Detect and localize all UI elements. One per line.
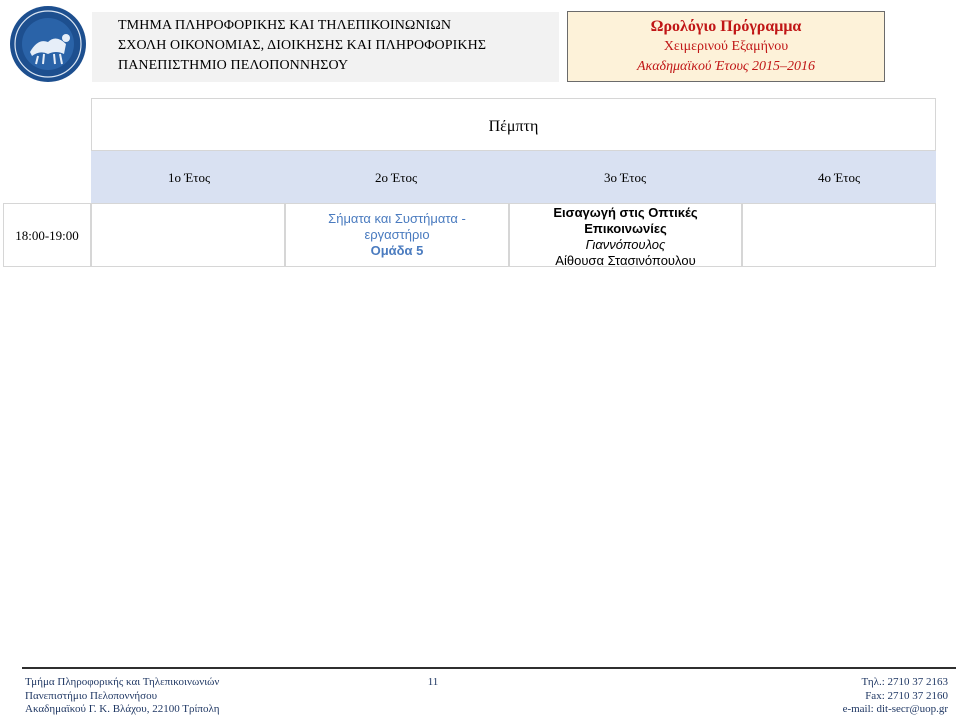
schedule-title: Ωρολόγιο Πρόγραμμα	[650, 18, 802, 35]
course-block	[510, 205, 741, 269]
lab-course-title-line-1: Σήματα και Συστήματα -	[328, 211, 466, 226]
footer-phone: Τηλ.: 2710 37 2163	[861, 676, 948, 688]
year-1-header: 1ο Έτος	[168, 170, 211, 185]
footer-street-address: Ακαδημαϊκού Γ. Κ. Βλάχου, 22100 Τρίπολη	[25, 703, 220, 715]
lab-course-block	[286, 211, 508, 259]
course-room: Αίθουσα Στασινόπουλου	[555, 253, 696, 268]
year-2-header: 2ο Έτος	[375, 170, 418, 185]
school-name: ΣΧΟΛΗ ΟΙΚΟΝΟΜΙΑΣ, ΔΙΟΙΚΗΣΗΣ ΚΑΙ ΠΛΗΡΟΦΟΡΙΚΗΣ	[118, 38, 487, 53]
university-seal-logo	[8, 4, 88, 84]
semester-label: Χειμερινού Εξαμήνου	[663, 39, 789, 54]
year-4-course-cell	[742, 203, 936, 267]
day-header	[91, 98, 936, 151]
course-instructor: Γιαννόπουλος	[585, 237, 666, 252]
course-title-line-2: Επικοινωνίες	[584, 221, 667, 236]
lab-group-label: Ομάδα 5	[370, 243, 424, 258]
year-3-header: 3ο Έτος	[604, 170, 647, 185]
course-title-line-1: Εισαγωγή στις Οπτικές	[553, 205, 698, 220]
year-2-course-cell	[285, 203, 509, 267]
schedule-title-box	[567, 11, 885, 82]
footer-fax: Fax: 2710 37 2160	[865, 689, 948, 702]
footer-email: e-mail: dit-secr@uop.gr	[842, 703, 948, 715]
footer-divider	[22, 667, 956, 669]
footer-contact	[843, 676, 948, 717]
lab-course-title-line-2: εργαστήριο	[364, 227, 430, 242]
academic-year-label: Ακαδημαϊκού Έτους 2015–2016	[636, 59, 816, 74]
day-title: Πέμπτη	[488, 118, 539, 135]
university-name-block	[92, 12, 559, 82]
year-header-row	[91, 151, 936, 203]
university-name: ΠΑΝΕΠΙΣΤΗΜΙΟ ΠΕΛΟΠΟΝΝΗΣΟΥ	[118, 58, 349, 73]
year-1-course-cell	[91, 203, 285, 267]
page-number: 11	[427, 676, 439, 688]
footer-department: Τμήμα Πληροφορικής και Τηλεπικοινωνιών	[25, 676, 220, 688]
footer-address	[25, 676, 219, 717]
time-slot-cell	[3, 203, 91, 267]
year-3-course-cell	[509, 203, 742, 267]
time-slot-label: 18:00-19:00	[15, 228, 79, 243]
department-name: ΤΜΗΜΑ ΠΛΗΡΟΦΟΡΙΚΗΣ ΚΑΙ ΤΗΛΕΠΙΚΟΙΝΩΝΙΩΝ	[118, 18, 452, 33]
footer-university: Πανεπιστήμιο Πελοποννήσου	[25, 689, 158, 702]
year-4-header: 4ο Έτος	[818, 170, 861, 185]
